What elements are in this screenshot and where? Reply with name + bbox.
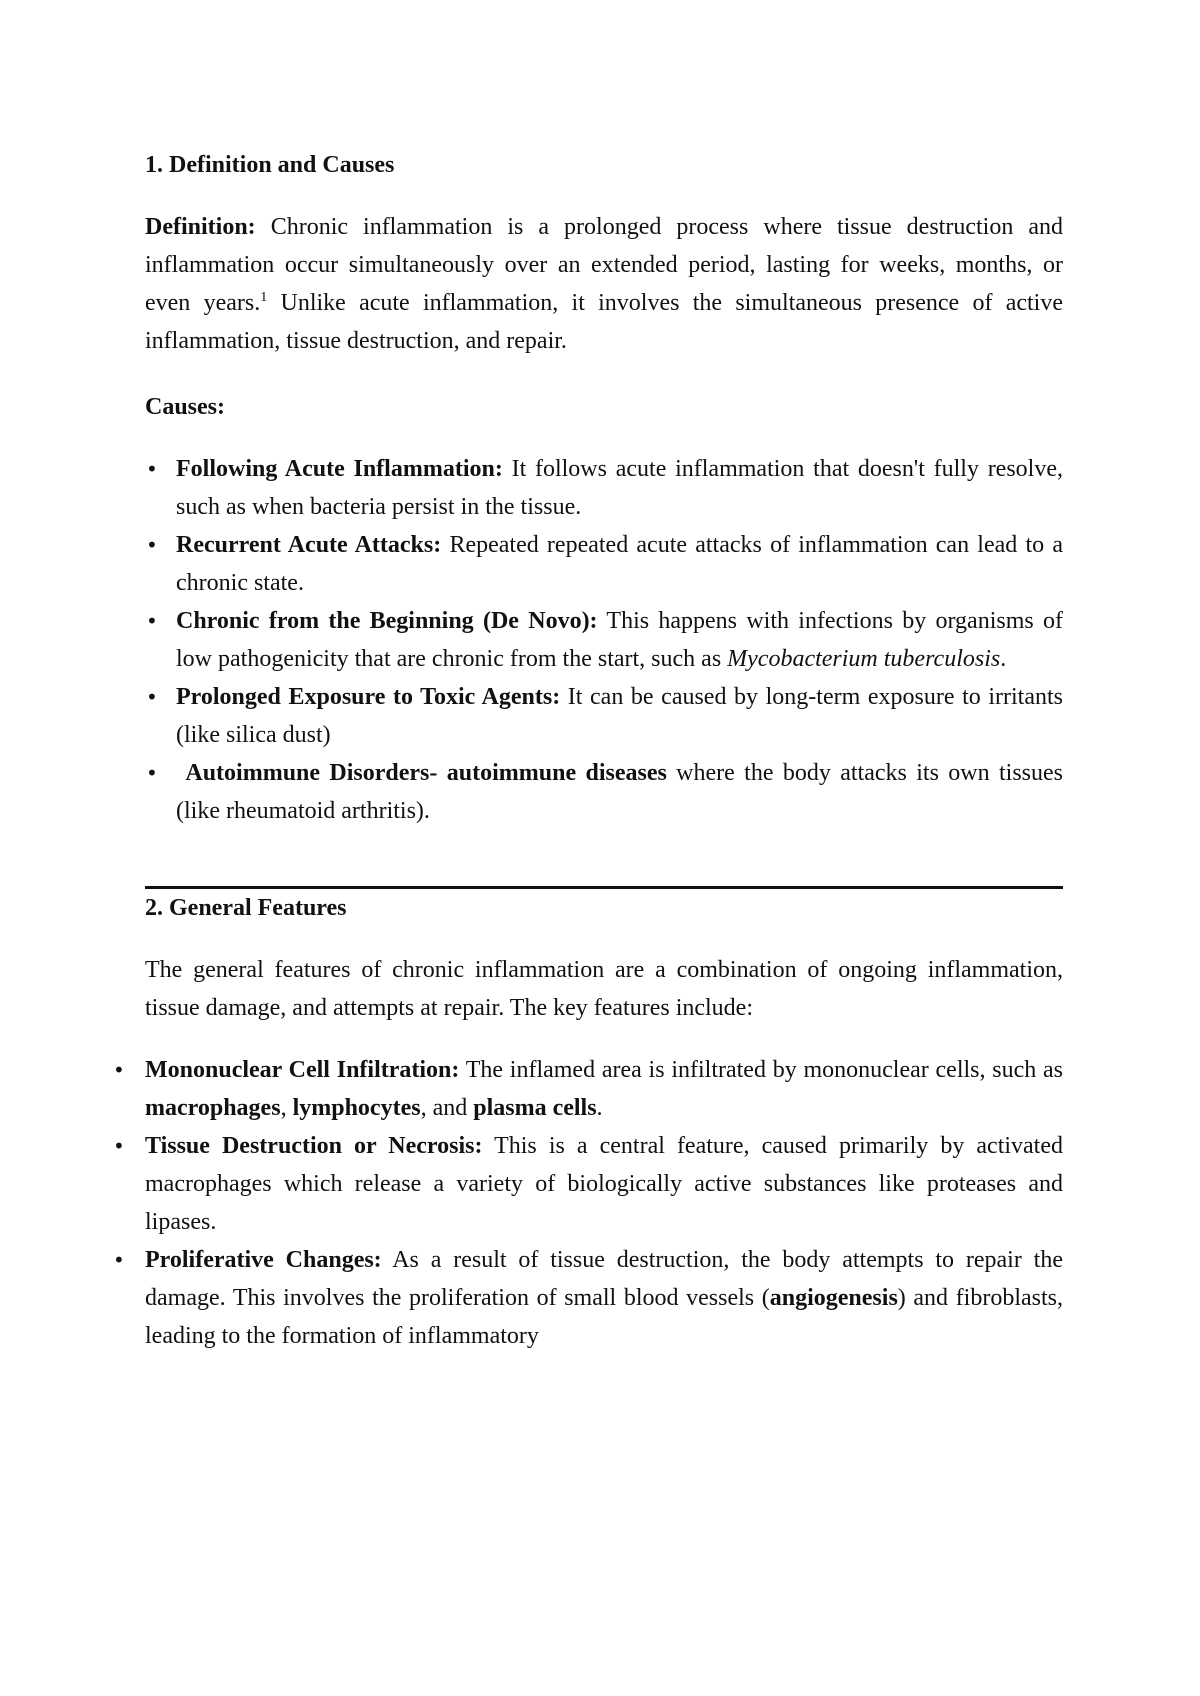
section-1-heading: 1. Definition and Causes: [145, 152, 395, 178]
definition-paragraph: [145, 208, 1063, 360]
bullet-icon: •: [146, 533, 158, 557]
feature-bold-term: plasma cells: [473, 1095, 597, 1121]
cause-title: Prolonged Exposure to Toxic Agents:: [176, 684, 561, 710]
definition-text-b: Unlike acute inflammation, it involves the simultaneous presence of active inflammation, tissue destruction, and repair.: [145, 290, 1063, 354]
causes-list: [145, 450, 1063, 830]
causes-label-paragraph: [145, 388, 1063, 426]
feature-sep: , and: [420, 1095, 474, 1121]
list-item: [112, 1051, 1063, 1127]
cause-text: Repeated repeated acute attacks of inflammation can lead to a chronic state.: [176, 532, 1063, 596]
bullet-icon: •: [113, 1248, 125, 1272]
feature-sep: ,: [280, 1095, 293, 1121]
cause-italic-term: Mycobacterium tuberculosis: [727, 646, 1001, 672]
document-content: [113, 146, 1064, 1355]
bullet-icon: •: [146, 457, 158, 481]
feature-bold-term: angiogenesis: [769, 1285, 898, 1311]
feature-text: This is a central feature, caused primarily by activated macrophages which release a variety of biologically active substances like proteases and lipases.: [145, 1133, 1063, 1235]
list-item: [145, 602, 1063, 678]
bullet-icon: •: [113, 1134, 125, 1158]
definition-text-a: Chronic inflammation is a prolonged process where tissue destruction and inflammation occur simultaneously over an extended period, lasting for weeks, months, or even years.: [145, 214, 1063, 316]
cause-text: where the body attacks its own tissues (like rheumatoid arthritis).: [176, 760, 1063, 824]
feature-text: As a result of tissue destruction, the body attempts to repair the damage. This involves the proliferation of small blood vessels (: [145, 1247, 1064, 1311]
cause-tail: .: [1000, 646, 1007, 672]
cause-title: Chronic from the Beginning (De Novo):: [176, 608, 598, 634]
definition-label: Definition:: [145, 214, 256, 240]
cause-title: Recurrent Acute Attacks:: [176, 532, 442, 558]
features-intro: The general features of chronic inflammation are a combination of ongoing inflammation, tissue damage, and attempts at repair. The key features include:: [145, 957, 1063, 1021]
list-item: [145, 678, 1063, 754]
features-list: [112, 1051, 1063, 1355]
cause-text: This happens with infections by organisms of low pathogenicity that are chronic from the start, such as: [176, 608, 1064, 672]
feature-text: The inflamed area is infiltrated by mononuclear cells, such as: [459, 1057, 1063, 1083]
section-2-heading: 2. General Features: [145, 895, 347, 921]
cause-text: It can be caused by long-term exposure to irritants (like silica dust): [176, 684, 1063, 748]
feature-bold-term: lymphocytes: [292, 1095, 421, 1121]
list-item: [112, 1127, 1063, 1241]
feature-tail: ) and fibroblasts, leading to the formation of inflammatory: [145, 1285, 1064, 1349]
feature-tail: .: [596, 1095, 603, 1121]
cause-text: It follows acute inflammation that doesn't fully resolve, such as when bacteria persist in the tissue.: [176, 456, 1063, 520]
cause-title: Following Acute Inflammation:: [176, 456, 503, 482]
list-item: [112, 1241, 1063, 1355]
bullet-icon: •: [146, 685, 158, 709]
bullet-icon: •: [146, 609, 158, 633]
footnote-ref[interactable]: 1: [260, 290, 268, 305]
feature-title: Mononuclear Cell Infiltration:: [145, 1057, 460, 1083]
list-item: [145, 754, 1063, 830]
list-item: [145, 526, 1063, 602]
list-item: [145, 450, 1063, 526]
feature-title: Proliferative Changes:: [145, 1247, 382, 1273]
bullet-icon: •: [146, 761, 158, 785]
feature-title: Tissue Destruction or Necrosis:: [145, 1133, 483, 1159]
bullet-icon: •: [113, 1058, 125, 1082]
feature-bold-term: macrophages: [145, 1095, 281, 1121]
causes-label: Causes:: [145, 394, 226, 420]
cause-title: Autoimmune Disorders- autoimmune diseases: [185, 760, 667, 786]
